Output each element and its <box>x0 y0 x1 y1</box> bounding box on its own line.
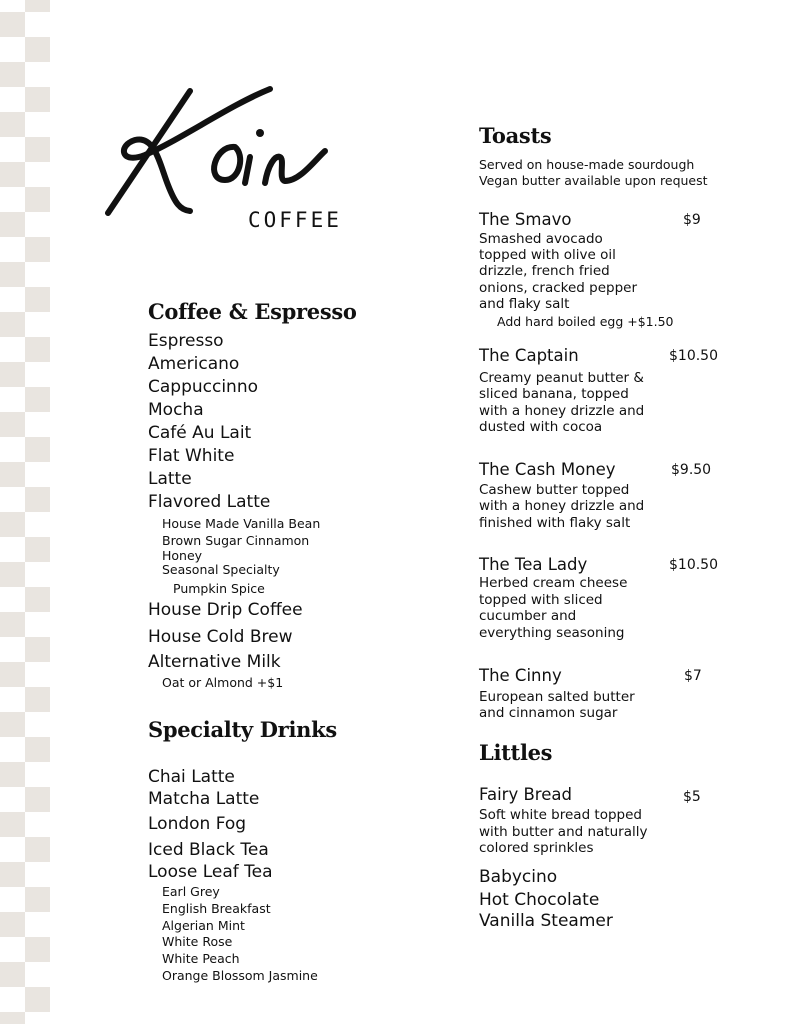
tea-option: Algerian Mint <box>162 918 245 934</box>
toasts-note: Served on house-made sourdough <box>479 157 695 173</box>
littles-item: Vanilla Steamer <box>479 910 613 931</box>
menu-item: Flat White <box>148 445 235 466</box>
menu-item: Latte <box>148 468 192 489</box>
flavor-option: House Made Vanilla Bean <box>162 516 321 532</box>
toast-description: and flaky salt <box>479 295 570 312</box>
toast-price: $9 <box>683 212 701 229</box>
toast-description: dusted with cocoa <box>479 418 603 435</box>
toast-description: and cinnamon sugar <box>479 704 618 721</box>
toast-description: cucumber and <box>479 607 577 624</box>
menu-item: Matcha Latte <box>148 788 260 809</box>
toast-description: topped with sliced <box>479 591 603 608</box>
toast-description: with a honey drizzle and <box>479 497 645 514</box>
menu-item: Café Au Lait <box>148 422 252 443</box>
littles-item: Hot Chocolate <box>479 889 600 910</box>
toast-description: onions, cracked pepper <box>479 279 638 296</box>
toast-description: everything seasoning <box>479 624 625 641</box>
menu-item: Loose Leaf Tea <box>148 861 273 882</box>
toast-description: with a honey drizzle and <box>479 402 645 419</box>
littles-item-description: Soft white bread topped <box>479 806 642 823</box>
toast-name: The Captain <box>479 345 579 365</box>
toast-description: drizzle, french fried <box>479 262 610 279</box>
toast-description: Smashed avocado <box>479 230 603 247</box>
toast-description: finished with flaky salt <box>479 514 631 531</box>
menu-item: Flavored Latte <box>148 491 271 512</box>
littles-item-description: colored sprinkles <box>479 839 594 856</box>
menu-item: House Drip Coffee <box>148 599 303 620</box>
toast-description: topped with olive oil <box>479 246 616 263</box>
toasts-note: Vegan butter available upon request <box>479 173 708 189</box>
menu-item: Cappuccinno <box>148 376 259 397</box>
flavor-option: Honey <box>162 548 203 564</box>
toast-name: The Smavo <box>479 209 572 229</box>
menu-item: Mocha <box>148 399 204 420</box>
tea-option: White Rose <box>162 934 233 950</box>
toast-name: The Cinny <box>479 665 562 685</box>
toast-description: European salted butter <box>479 688 635 705</box>
toast-description: Creamy peanut butter & <box>479 369 644 386</box>
tea-option: Orange Blossom Jasmine <box>162 968 318 984</box>
toast-price: $10.50 <box>669 557 718 574</box>
menu-item: Alternative Milk <box>148 651 281 672</box>
section-heading-littles: Littles <box>479 740 553 766</box>
toast-price: $7 <box>684 668 702 685</box>
littles-item-name: Fairy Bread <box>479 784 572 804</box>
menu-item: Iced Black Tea <box>148 839 269 860</box>
tea-option: Earl Grey <box>162 884 220 900</box>
tea-option: English Breakfast <box>162 901 271 917</box>
section-heading-specialty: Specialty Drinks <box>148 717 337 743</box>
toast-description: sliced banana, topped <box>479 385 629 402</box>
flavor-option: Brown Sugar Cinnamon <box>162 533 310 549</box>
littles-item-description: with butter and naturally <box>479 823 648 840</box>
menu-item: Chai Latte <box>148 766 235 787</box>
toast-description: Herbed cream cheese <box>479 574 628 591</box>
section-heading-toasts: Toasts <box>479 123 552 149</box>
menu-item: London Fog <box>148 813 247 834</box>
toast-price: $9.50 <box>671 462 712 479</box>
menu-item: Espresso <box>148 330 224 351</box>
toast-name: The Tea Lady <box>479 554 588 574</box>
toast-addon: Add hard boiled egg +$1.50 <box>497 314 674 330</box>
littles-item-price: $5 <box>683 789 701 806</box>
section-heading-coffee: Coffee & Espresso <box>148 299 357 325</box>
toast-price: $10.50 <box>669 348 718 365</box>
littles-item: Babycino <box>479 866 558 887</box>
logo-coffee-text: COFFEE <box>248 208 342 232</box>
menu-item: House Cold Brew <box>148 626 293 647</box>
checkered-border <box>0 0 50 1024</box>
toast-description: Cashew butter topped <box>479 481 630 498</box>
milk-note: Oat or Almond +$1 <box>162 675 284 691</box>
menu-item: Americano <box>148 353 240 374</box>
toast-name: The Cash Money <box>479 459 616 479</box>
flavor-option: Seasonal Specialty <box>162 562 280 578</box>
tea-option: White Peach <box>162 951 240 967</box>
seasonal-flavor: Pumpkin Spice <box>173 581 265 597</box>
